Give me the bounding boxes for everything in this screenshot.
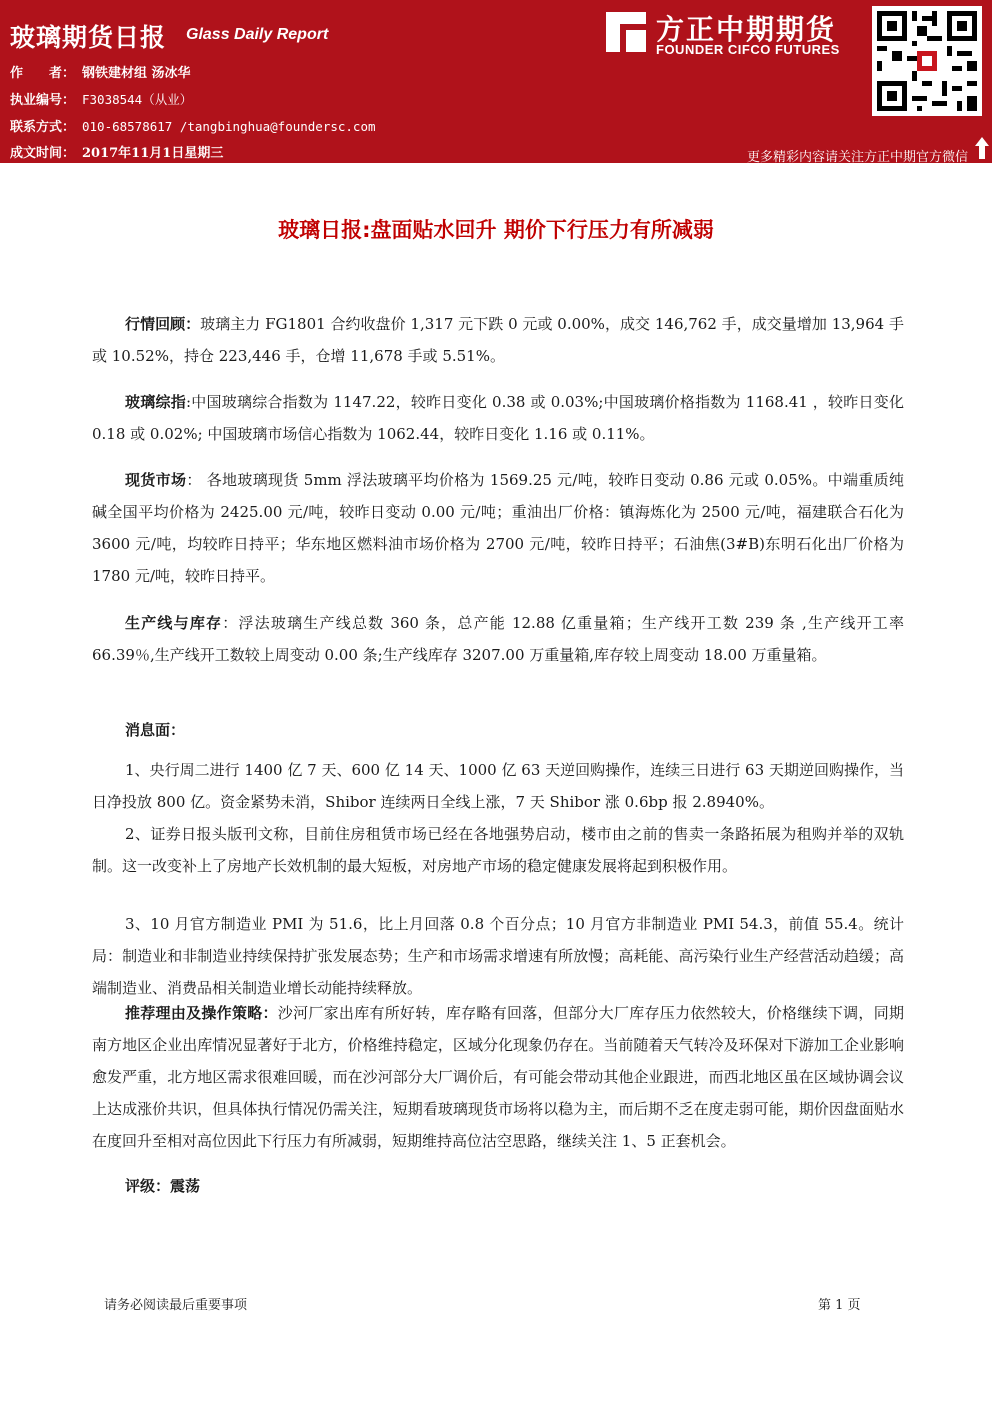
news-item — [92, 754, 904, 818]
section-text: :中国玻璃综合指数为 1147.22，较昨日变化 0.38 或 0.03%;中国玻璃价格指数为 1168.41 ，较昨日变化 0.18 或 0.02%; 中国玻璃市场信心指数为 1062.44，较昨日变化 1.16 或 0.11%。 — [92, 393, 904, 443]
arrow-up-icon — [974, 136, 990, 160]
section-label: 玻璃综指 — [125, 393, 186, 411]
report-header — [0, 0, 992, 163]
meta-key: 执业编号： — [10, 93, 76, 108]
section-text: 沙河厂家出库有所好转，库存略有回落，但部分大厂库存压力依然较大，价格继续下调，同期南方地区企业出库情况显著好于北方，价格维持稳定，区域分化现象仍存在。当前随着天气转冷及环保对下游加工企业影响愈发严重，北方地区需求很难回暖，而在沙河部分大厂调价后，有可能会带动其他企业跟进，而西北地区虽在区域协调会议上达成涨价共识，但具体执行情况仍需关注，短期看玻璃现货市场将以稳为主，而后期不乏在度走弱可能，期价因盘面贴水在度回升至相对高位因此下行压力有所减弱，短期维持高位沽空思路，继续关注 1、5 正套机会。 — [92, 1004, 904, 1150]
logo-text-cn: 方正中期期货 — [656, 13, 837, 46]
news-item-text: 2、证券日报头版刊文称，目前住房租赁市场已经在各地强势启动，楼市由之前的售卖一条路拓展为租购并举的双轨制。这一改变补上了房地产长效机制的最大短板，对房地产市场的稳定健康发展将起到积极作用。 — [92, 825, 904, 875]
meta-value: F3038544（从业） — [82, 92, 193, 107]
section-text: 玻璃主力 FG1801 合约收盘价 1,317 元下跌 0 元或 0.00%，成交 146,762 手，成交量增加 13,964 手或 10.52%，持仓 223,446 手，仓增 11,678 手或 5.51%。 — [92, 315, 904, 365]
wechat-qr-code-icon — [872, 6, 982, 116]
logo-text-en: FOUNDER CIFCO FUTURES — [656, 42, 840, 57]
section-news-heading — [92, 714, 904, 746]
document-title: 玻璃日报:盘面贴水回升 期价下行压力有所减弱 — [278, 218, 714, 242]
section-label: 生产线与库存 — [125, 614, 223, 632]
report-title-en: Glass Daily Report — [186, 26, 329, 43]
section-label: 行情回顾： — [125, 315, 201, 333]
section-label: 消息面： — [125, 721, 186, 739]
section-text: ：浮法玻璃生产线总数 360 条，总产能 12.88 亿重量箱；生产线开工数 239 条 ,生产线开工率 66.39％,生产线开工数较上周变动 0.00 条;生产线库存 3207.00 万重量箱,库存较上周变动 18.00 万重量箱。 — [92, 614, 904, 664]
news-item-text: 3、10 月官方制造业 PMI 为 51.6，比上月回落 0.8 个百分点；10 月官方非制造业 PMI 54.3，前值 55.4。统计局：制造业和非制造业持续保持扩张发展态势；生产和市场需求增速有所放慢；高耗能、高污染行业生产经营活动趋缓；高端制造业、消费品相关制造业增长动能持续释放。 — [92, 915, 904, 997]
wechat-follow-text: 更多精彩内容请关注方正中期官方微信 — [746, 150, 968, 165]
meta-key: 联系方式： — [10, 120, 76, 135]
meta-date — [10, 142, 223, 161]
rating-label: 评级： — [125, 1177, 171, 1195]
meta-author — [10, 62, 191, 81]
rating-value: 震荡 — [170, 1177, 201, 1195]
section-strategy — [92, 997, 904, 1157]
meta-key: 成文时间： — [10, 146, 76, 161]
meta-contact — [10, 116, 376, 135]
meta-key: 作 者： — [10, 66, 76, 81]
section-text: ： 各地玻璃现货 5mm 浮法玻璃平均价格为 1569.25 元/吨，较昨日变动 0.86 元或 0.05%。中端重质纯碱全国平均价格为 2425.00 元/吨，较昨日变动 0.00 元/吨；重油出厂价格：镇海炼化为 2500 元/吨，福建联合石化为 3600 元/吨，均较昨日持平；华东地区燃料油市场价格为 2700 元/吨，较昨日持平；石油焦(3#B)东明石化出厂价格为 1780 元/吨，较昨日持平。 — [92, 471, 904, 585]
news-item-text: 1、央行周二进行 1400 亿 7 天、600 亿 14 天、1000 亿 63 天逆回购操作，连续三日进行 63 天期逆回购操作，当日净投放 800 亿。资金紧势未消，Shibor 连续两日全线上涨，7 天 Shibor 涨 0.6bp 报 2.8940%。 — [92, 761, 904, 811]
logo-mark-icon — [604, 10, 648, 54]
meta-value: 钢铁建材组 汤冰华 — [82, 66, 191, 81]
news-item — [92, 818, 904, 882]
report-title: 玻璃期货日报 — [10, 23, 167, 52]
section-spot-market — [92, 464, 904, 592]
section-rating — [92, 1170, 904, 1202]
section-production-inventory — [92, 607, 904, 671]
meta-value: 010-68578617 /tangbinghua@foundersc.com — [82, 119, 376, 134]
footer-notice: 请务必阅读最后重要事项 — [104, 1298, 248, 1313]
section-glass-index — [92, 386, 904, 450]
company-logo — [598, 4, 856, 62]
news-item — [92, 908, 904, 1004]
page-number: 第 1 页 — [818, 1298, 861, 1313]
meta-value: 2017年11月1日星期三 — [82, 146, 224, 161]
section-market-review — [92, 308, 904, 372]
section-label: 推荐理由及操作策略： — [125, 1004, 278, 1022]
section-label: 现货市场 — [125, 471, 187, 489]
meta-license — [10, 89, 192, 108]
